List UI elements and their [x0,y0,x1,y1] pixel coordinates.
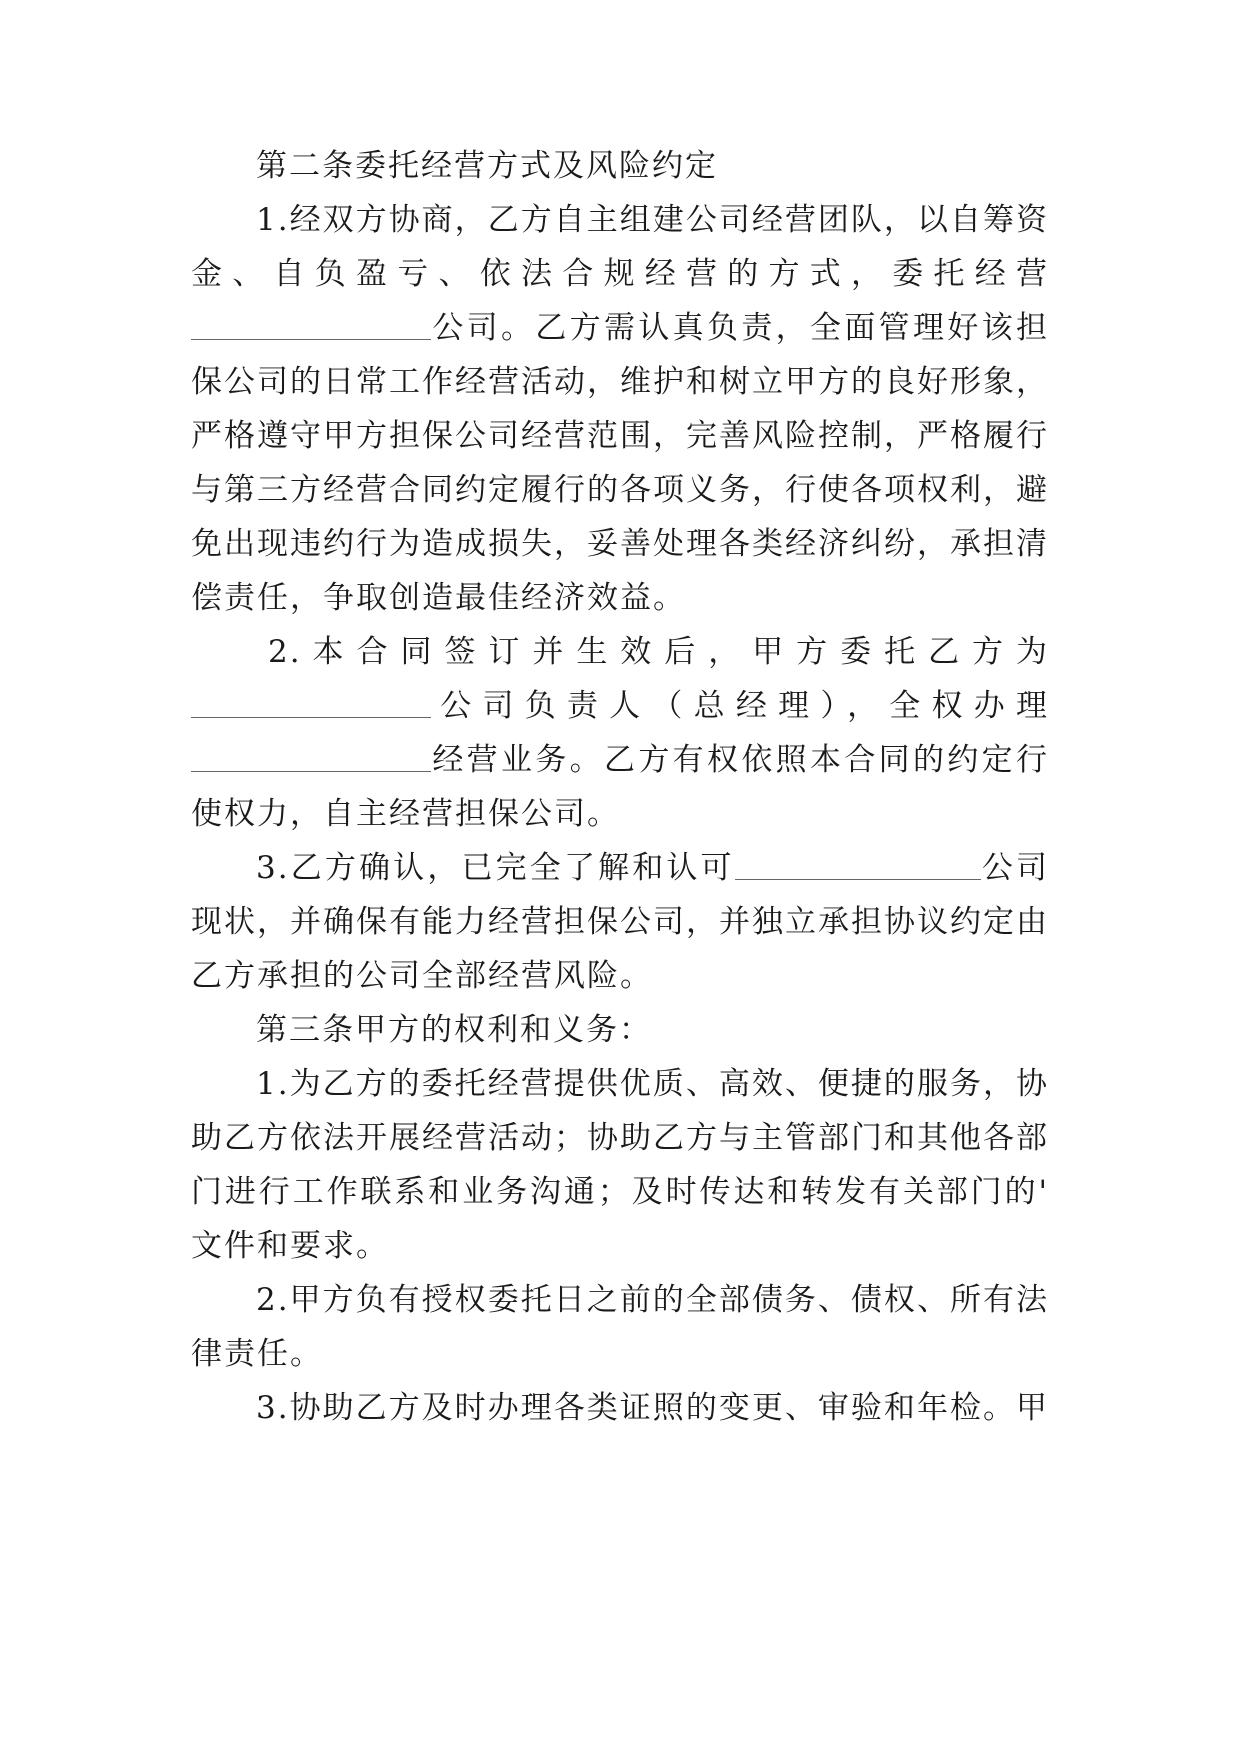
art2-p1-line3-text: 公司。乙方需认真负责，全面管理好该担 [431,310,1049,346]
art3-p1-line3: 门进行工作联系和业务沟通；及时传达和转发有关部门的' [191,1174,1049,1210]
art2-p1-line8: 偿责任，争取创造最佳经济效益。 [191,580,686,616]
art2-p2-line1: 2.本合同签订并生效后，甲方委托乙方为 [268,634,1049,670]
art2-p1-line5: 严格遵守甲方担保公司经营范围，完善风险控制，严格履行 [191,418,1049,454]
art2-p2-line2 [191,686,1049,726]
art2-p1-line7: 免出现违约行为造成损失，妥善处理各类经济纠纷，承担清 [191,526,1049,562]
article-2-heading: 第二条委托经营方式及风险约定 [256,148,718,184]
article-3-heading: 第三条甲方的权利和义务： [256,1012,652,1048]
art2-p1-line3 [191,308,1049,348]
company-name-blank[interactable] [735,849,981,880]
art2-p2-line4: 使权力，自主经营担保公司。 [191,796,620,832]
art2-p3-line3: 乙方承担的公司全部经营风险。 [191,958,653,994]
art2-p1-line4: 保公司的日常工作经营活动，维护和树立甲方的良好形象， [191,364,1049,400]
art2-p1-line2: 金、自负盈亏、依法合规经营的方式，委托经营 [191,256,1049,292]
art2-p1-line6: 与第三方经营合同约定履行的各项义务，行使各项权利，避 [191,472,1049,508]
art2-p3-line1-end: 公司 [980,850,1050,886]
company-name-blank[interactable] [191,309,431,340]
art2-p2-line2-text: 公司负责人（总经理），全权办理 [431,688,1049,724]
art2-p2-line3 [191,740,1049,780]
business-name-blank[interactable] [191,741,431,772]
art2-p3-line2: 现状，并确保有能力经营担保公司，并独立承担协议约定由 [191,904,1049,940]
art2-p1-line1: 1.经双方协商，乙方自主组建公司经营团队，以自筹资 [256,202,1049,238]
art2-p3-line1-text: 3.乙方确认，已完全了解和认可 [256,850,735,886]
company-name-blank[interactable] [191,687,431,718]
art3-p1-line2: 助乙方依法开展经营活动；协助乙方与主管部门和其他各部 [191,1120,1049,1156]
art2-p2-line3-text: 经营业务。乙方有权依照本合同的约定行 [431,742,1049,778]
art3-p1-line1: 1.为乙方的委托经营提供优质、高效、便捷的服务，协 [256,1066,1049,1102]
art3-p2-line1: 2.甲方负有授权委托日之前的全部债务、债权、所有法 [256,1282,1049,1318]
art2-p3-line1 [256,848,1049,888]
art3-p3-line1: 3.协助乙方及时办理各类证照的变更、审验和年检。甲 [256,1390,1049,1426]
art3-p1-line4: 文件和要求。 [191,1228,389,1264]
art3-p2-line2: 律责任。 [191,1336,323,1372]
